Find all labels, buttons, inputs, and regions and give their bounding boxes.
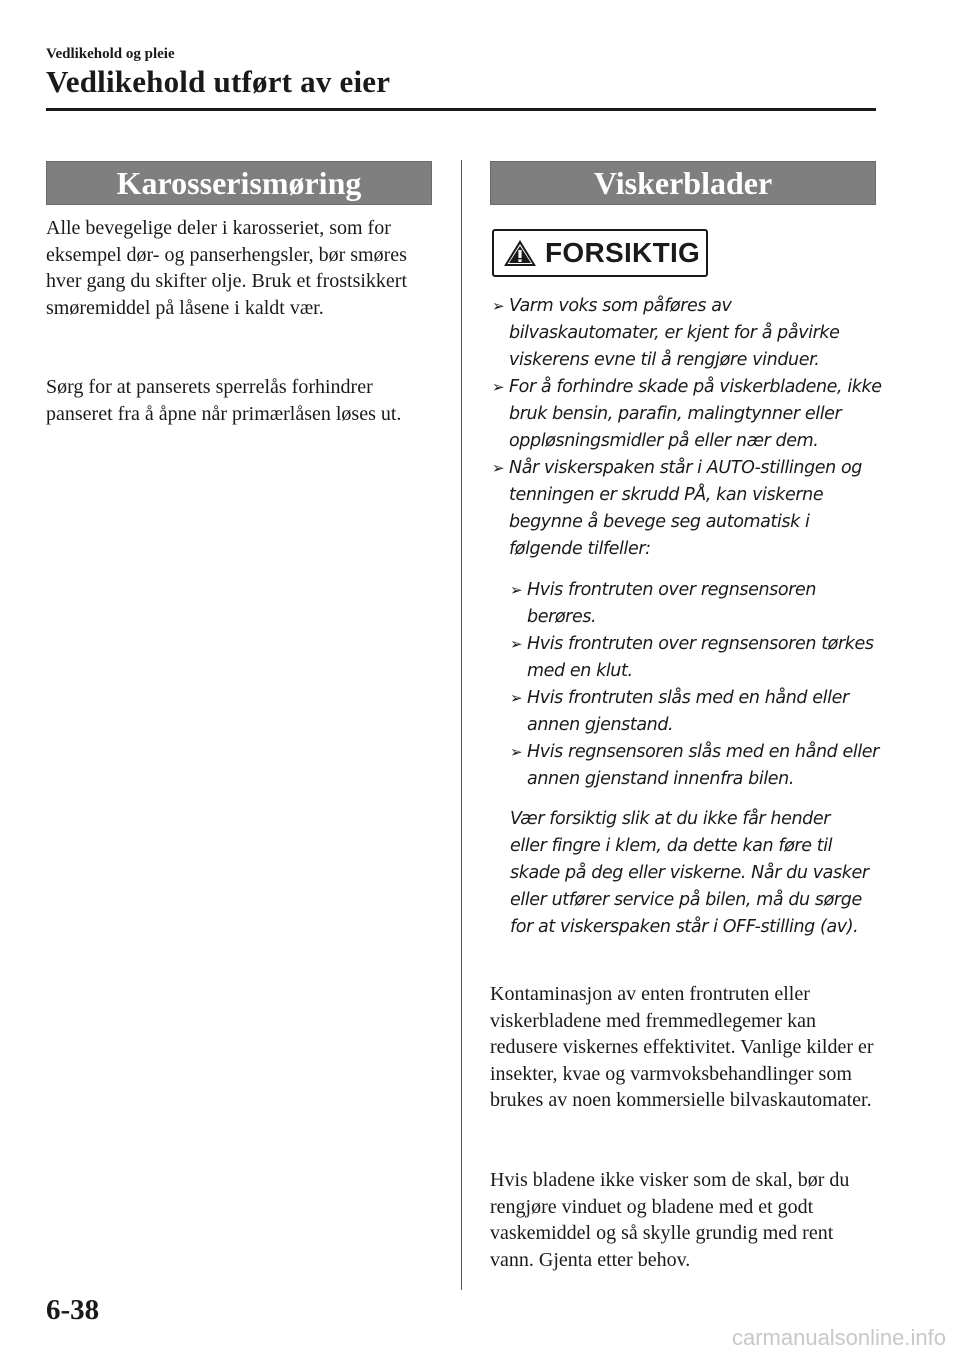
page-number: 6-38 xyxy=(46,1294,100,1326)
arrow-bullet-icon: ➢ xyxy=(510,635,523,653)
caution-note: Vær forsiktig slik at du ikke får hender eller fingre i klem, da dette kan føre til skade på deg eller viskerne. Når du vasker eller utfører service på bilen, må du sørge for at viskerspaken står i OFF-stilling (av). xyxy=(510,809,869,937)
caution-subitem-text: Hvis regnsensoren slås med en hånd eller annen gjenstand innenfra bilen. xyxy=(527,742,879,789)
arrow-bullet-icon: ➢ xyxy=(510,581,523,599)
caution-item-text: Varm voks som påføres av bilvaskautomater, er kjent for å påvirke viskerens evne til å rengjøre vinduer. xyxy=(509,296,840,370)
caution-item-text: Når viskerspaken står i AUTO-stillingen og tenningen er skrudd PÅ, kan viskerne begynne å bevege seg automatisk i følgende tilfeller: xyxy=(509,458,863,559)
arrow-bullet-icon: ➢ xyxy=(492,378,505,396)
caution-subitem-text: Hvis frontruten slås med en hånd eller annen gjenstand. xyxy=(527,688,849,735)
caution-item xyxy=(492,293,882,374)
caution-subitem xyxy=(510,577,882,631)
arrow-bullet-icon: ➢ xyxy=(492,297,505,315)
watermark: carmanualsonline.info xyxy=(731,1325,946,1350)
arrow-bullet-icon: ➢ xyxy=(510,689,523,707)
caution-sublist xyxy=(492,577,882,793)
body-paragraph: Sørg for at panserets sperrelås forhindrer panseret fra å åpne når primærlåsen løses ut. xyxy=(46,376,402,425)
arrow-bullet-icon: ➢ xyxy=(510,743,523,761)
caution-box xyxy=(492,229,708,277)
warning-triangle-icon xyxy=(503,238,537,268)
caution-subitem xyxy=(510,739,882,793)
caution-subitem-text: Hvis frontruten over regnsensoren berøres. xyxy=(527,580,817,627)
caution-item xyxy=(492,455,882,563)
caution-label: FORSIKTIG xyxy=(545,237,701,268)
body-paragraph: Alle bevegelige deler i karosseriet, som for eksempel dør- og panserhengsler, bør smøres hver gang du skifter olje. Bruk et frostsikkert smøremiddel på låsene i kaldt vær. xyxy=(46,217,408,319)
caution-item xyxy=(492,374,882,455)
body-paragraph: Hvis bladene ikke visker som de skal, bør du rengjøre vinduet og bladene med et godt vaskemiddel og så skylle grundig med rent vann. Gjenta etter behov. xyxy=(490,1169,850,1271)
arrow-bullet-icon: ➢ xyxy=(492,459,505,477)
caution-subitem xyxy=(510,685,882,739)
body-paragraph: Kontaminasjon av enten frontruten eller viskerbladene med fremmedlegemer kan redusere viskernes effektivitet. Vanlige kilder er insekter, kvae og varmvoksbehandlinger som brukes av noen kommersielle bilvaskautomater. xyxy=(490,983,874,1111)
breadcrumb: Vedlikehold og pleie xyxy=(46,46,175,62)
caution-subitem xyxy=(510,631,882,685)
column-divider xyxy=(461,160,462,1290)
caution-item-text: For å forhindre skade på viskerbladene, ikke bruk bensin, parafin, malingtynner eller oppløsningsmidler på eller nær dem. xyxy=(509,377,882,451)
page-title: Vedlikehold utført av eier xyxy=(46,64,391,99)
caution-list xyxy=(492,293,882,941)
caution-subitem-text: Hvis frontruten over regnsensoren tørkes med en klut. xyxy=(527,634,874,681)
title-divider xyxy=(46,108,876,111)
section-heading-karosserismoring: Karosserismøring xyxy=(46,161,432,205)
section-heading-viskerblader: Viskerblader xyxy=(490,161,876,205)
